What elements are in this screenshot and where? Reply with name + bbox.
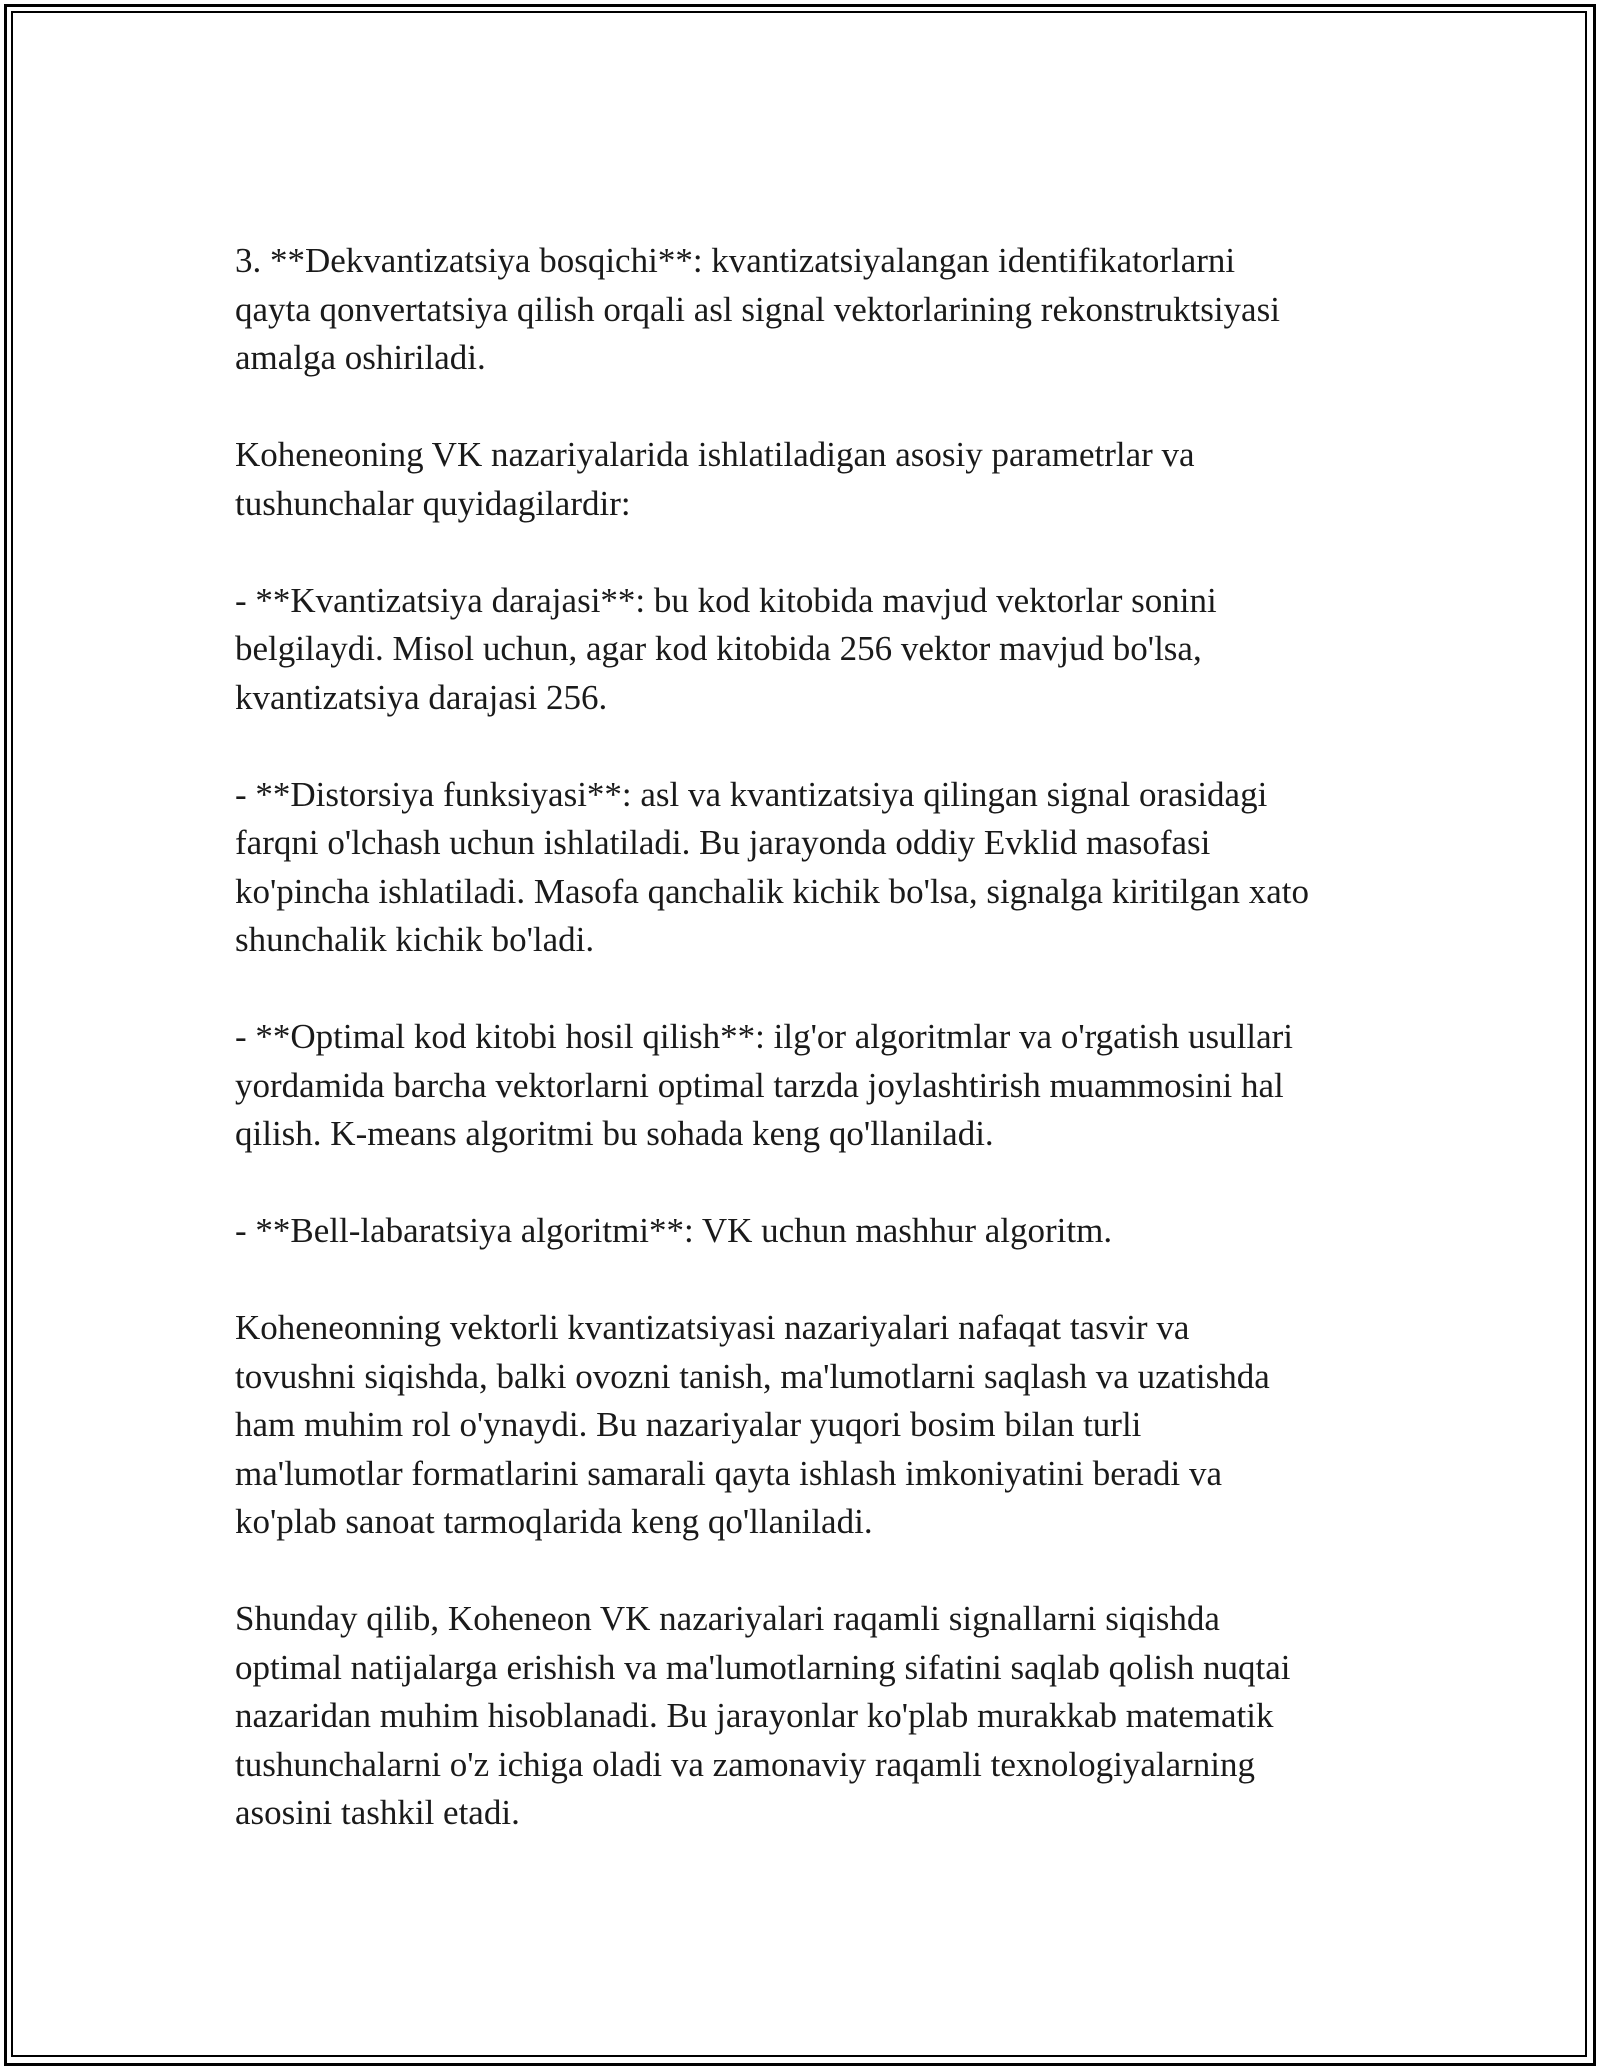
paragraph-conclusion: Shunday qilib, Koheneon VK nazariyalari raqamli signallarni siqishda optimal natijalarga erishish va ma'lumotlarning sifatini saqlab qolish nuqtai nazaridan muhim hisoblanadi. Bu jarayonlar ko'plab murakkab matematik tushunchalarni o'z ichiga oladi va zamonaviy raqamli texnologiyalarning asosini tashkil etadi. (235, 1599, 1291, 1832)
list-item-distortion-function: - **Distorsiya funksiyasi**: asl va kvantizatsiya qilingan signal orasidagi farqni o'lchash uchun ishlatiladi. Bu jarayonda oddiy Evklid masofasi ko'pincha ishlatiladi. Masofa qanchalik kichik bo'lsa, signalga kiritilgan xato shunchalik kichik bo'ladi. (235, 774, 1310, 959)
document-body (235, 237, 1395, 1838)
paragraph-parameters-intro: Koheneoning VK nazariyalarida ishlatiladigan asosiy parametrlar va tushunchalar quyidagilardir: (235, 435, 1195, 523)
paragraph-applications: Koheneonning vektorli kvantizatsiyasi nazariyalari nafaqat tasvir va tovushni siqishda, balki ovozni tanish, ma'lumotlarni saqlash va uzatishda ham muhim rol o'ynaydi. Bu nazariyalar yuqori bosim bilan turli ma'lumotlar formatlarini samarali qayta ishlash imkoniyatini beradi va ko'plab sanoat tarmoqlarida keng qo'llaniladi. (235, 1308, 1270, 1541)
list-item-quantization-level: - **Kvantizatsiya darajasi**: bu kod kitobida mavjud vektorlar sonini belgilaydi. Misol uchun, agar kod kitobida 256 vektor mavjud bo'lsa, kvantizatsiya darajasi 256. (235, 580, 1217, 717)
list-item-optimal-codebook: - **Optimal kod kitobi hosil qilish**: ilg'or algoritmlar va o'rgatish usullari yordamida barcha vektorlarni optimal tarzda joylashtirish muammosini hal qilish. K-means algoritmi bu sohada keng qo'llaniladi. (235, 1017, 1293, 1153)
list-item-bell-algorithm: - **Bell-labaratsiya algoritmi**: VK uchun mashhur algoritm. (235, 1211, 1113, 1250)
paragraph-dequantization-step: 3. **Dekvantizatsiya bosqichi**: kvantizatsiyalangan identifikatorlarni qayta qonvertatsiya qilish orqali asl signal vektorlarining rekonstruktsiyasi amalga oshiriladi. (235, 241, 1280, 377)
